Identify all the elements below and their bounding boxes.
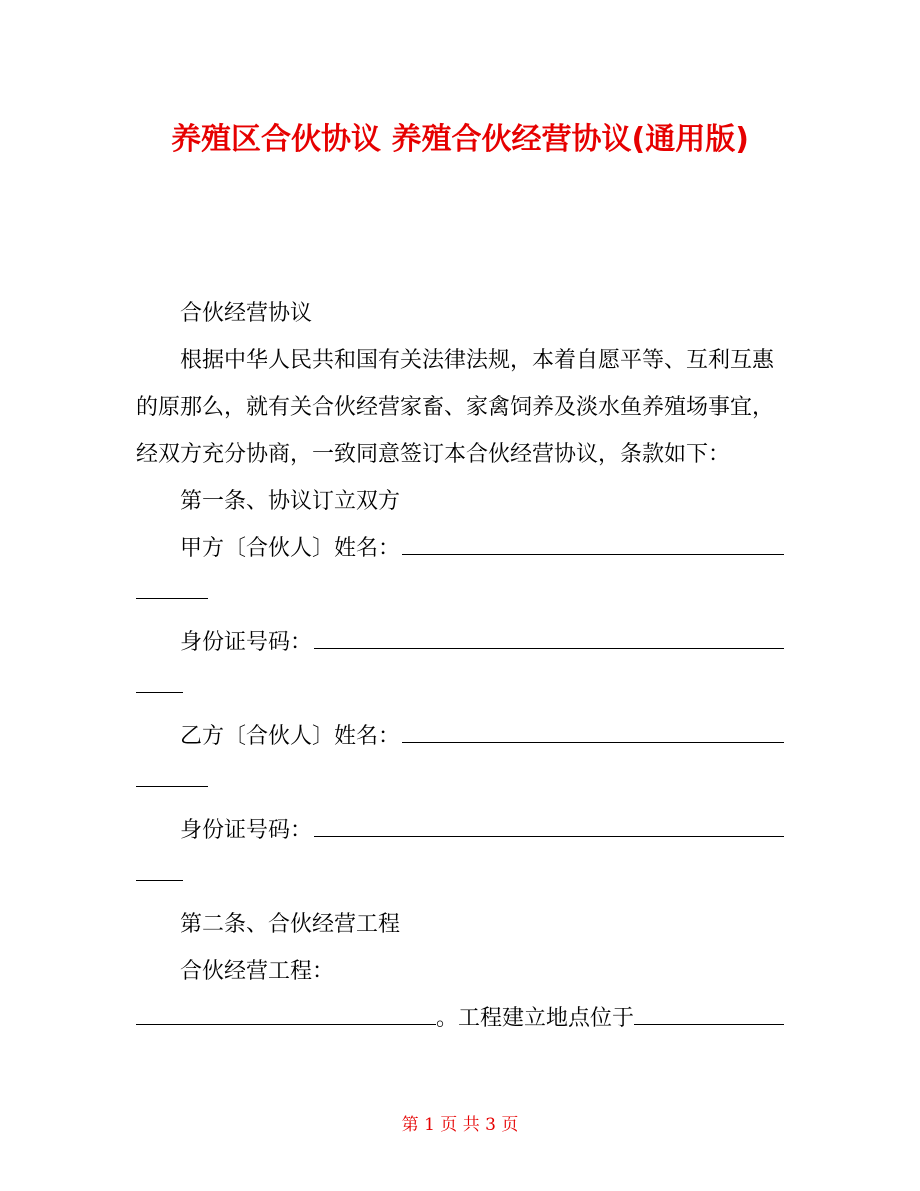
party-b-id-label: 身份证号码： — [180, 818, 313, 843]
document-title: 养殖区合伙协议 养殖合伙经营协议(通用版) — [171, 122, 749, 157]
page-footer: 第 1 页 共 3 页 — [401, 1115, 519, 1135]
project-location-blank — [634, 998, 784, 1025]
party-a-id-blank-continued — [136, 666, 784, 713]
document-body — [136, 290, 784, 1042]
article-1-heading: 第一条、协议订立双方 — [180, 489, 401, 514]
project-location-line — [136, 995, 784, 1042]
blank-line — [136, 692, 183, 693]
party-a-name-label: 甲方〔合伙人〕姓名： — [180, 536, 401, 561]
blank-line — [136, 786, 208, 787]
party-a-id-blank — [314, 622, 784, 649]
party-b-name-blank — [402, 716, 784, 743]
section-heading: 合伙经营协议 — [180, 301, 313, 326]
party-b-id-blank-continued — [136, 854, 784, 901]
party-a-name-blank-continued — [136, 572, 784, 619]
project-label: 合伙经营工程： — [180, 959, 335, 984]
party-b-name-label: 乙方〔合伙人〕姓名： — [180, 724, 401, 749]
party-b-name-blank-continued — [136, 760, 784, 807]
article-2-heading: 第二条、合伙经营工程 — [180, 912, 401, 937]
party-b-id-blank — [314, 810, 784, 837]
blank-line — [136, 598, 208, 599]
party-a-id-label: 身份证号码： — [180, 630, 313, 655]
party-a-id-field — [136, 619, 784, 666]
party-b-id-field — [136, 807, 784, 854]
party-a-name-blank — [402, 528, 784, 555]
party-b-name-field — [136, 713, 784, 760]
party-a-name-field — [136, 525, 784, 572]
blank-line — [136, 880, 183, 881]
project-location-text: 。工程建立地点位于 — [436, 1006, 635, 1031]
intro-paragraph: 根据中华人民共和国有关法律法规，本着自愿平等、互利互惠的原那么，就有关合伙经营家畜、家禽饲养及淡水鱼养殖场事宜，经双方充分协商，一致同意签订本合伙经营协议，条款如下： — [136, 348, 775, 467]
project-name-blank — [136, 998, 436, 1025]
